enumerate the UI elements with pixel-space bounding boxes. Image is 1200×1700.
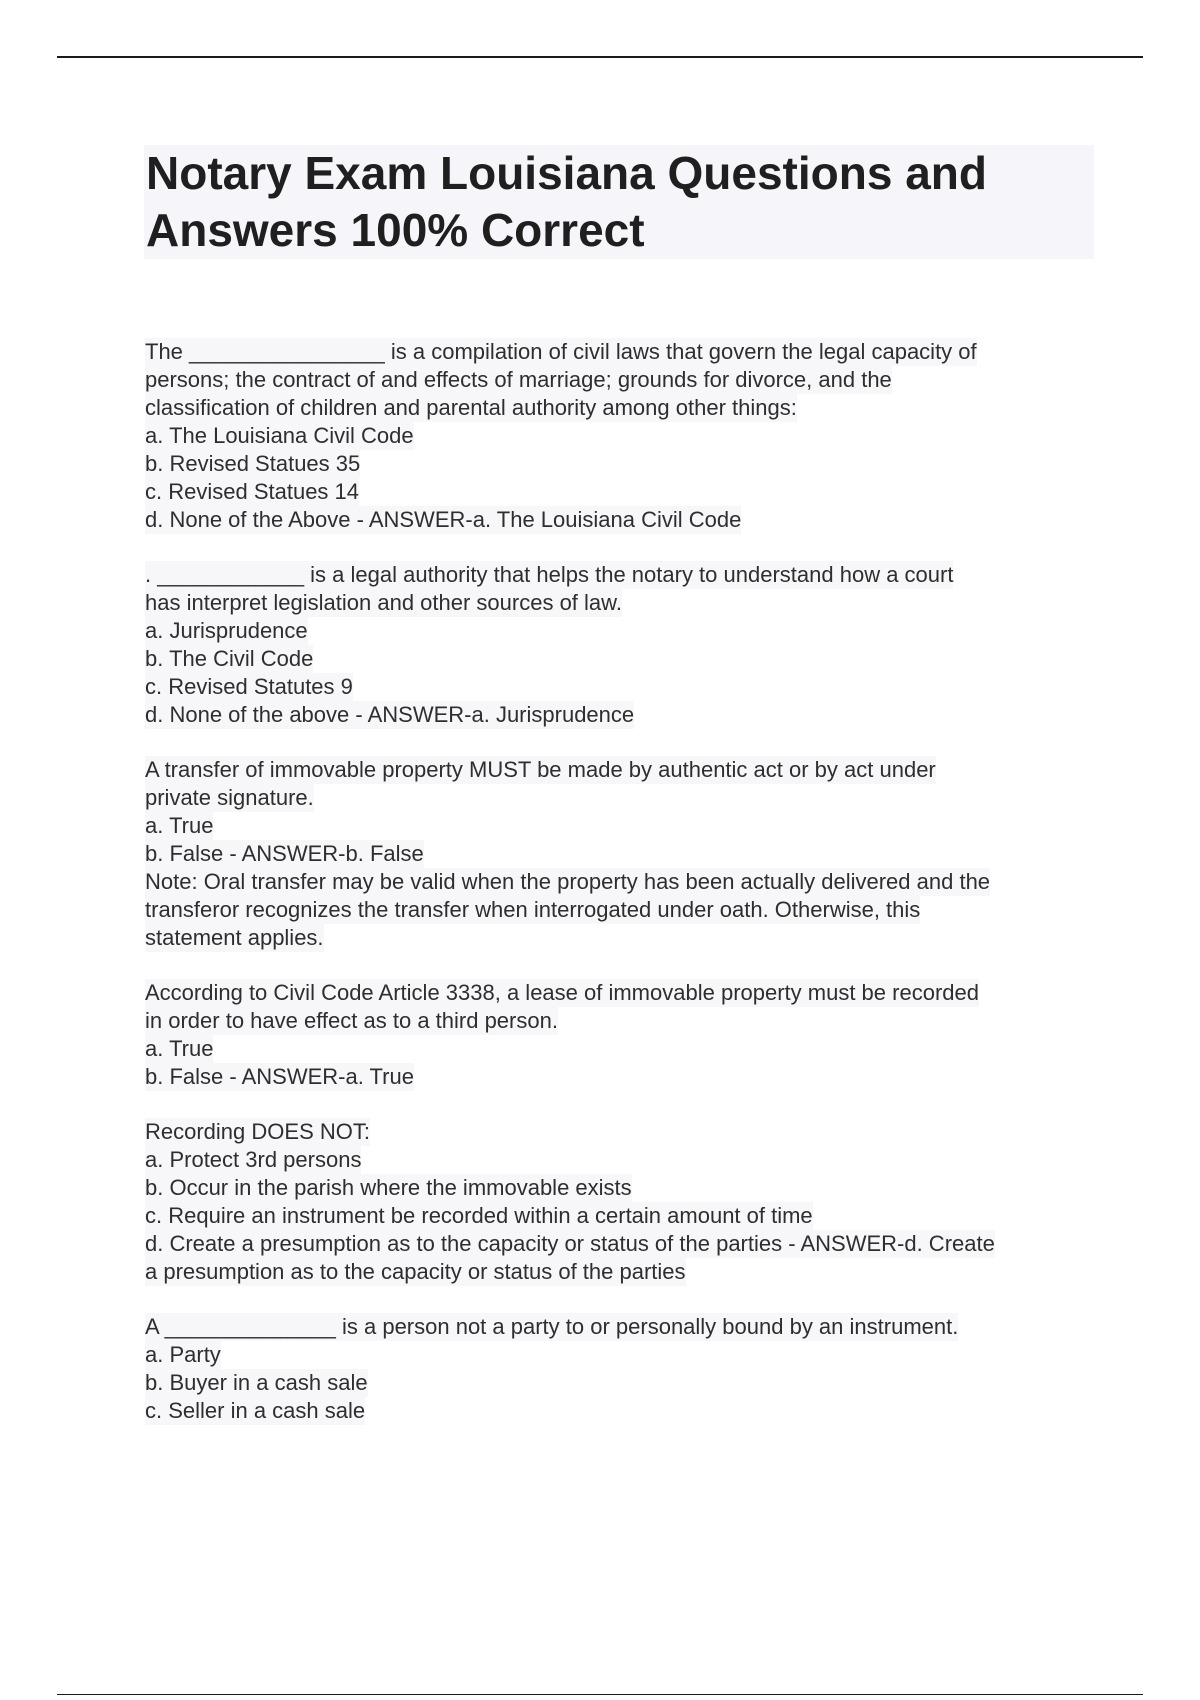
question-text: Recording DOES NOT: (145, 1119, 370, 1144)
question-line-row (145, 673, 1090, 701)
question-text: A ______________ is a person not a party to or personally bound by an instrument. (145, 1314, 959, 1339)
question-line: a. Jurisprudence (145, 618, 308, 643)
question-line: a. The Louisiana Civil Code (145, 423, 414, 448)
question-text: A transfer of immovable property MUST be made by authentic act or by act under (145, 757, 936, 782)
question-line: d. None of the above - ANSWER-a. Jurisprudence (145, 702, 635, 727)
question-line-row (145, 896, 1090, 924)
question-line: a. True (145, 1036, 214, 1061)
question-line-row (145, 1230, 1090, 1258)
question-line-row (145, 756, 1090, 784)
top-rule (57, 56, 1143, 58)
question-line: b. The Civil Code (145, 646, 314, 671)
question-line: transferor recognizes the transfer when interrogated under oath. Otherwise, this (145, 897, 921, 922)
question-line: c. Require an instrument be recorded within a certain amount of time (145, 1203, 813, 1228)
question-line: persons; the contract of and effects of marriage; grounds for divorce, and the (145, 367, 892, 392)
question-line: b. False - ANSWER-b. False (145, 841, 424, 866)
question-line: c. Revised Statutes 9 (145, 674, 353, 699)
question-line: private signature. (145, 785, 314, 810)
question-line: Note: Oral transfer may be valid when the property has been actually delivered and the (145, 869, 991, 894)
question-line-row (145, 506, 1090, 534)
question-line-row (145, 868, 1090, 896)
question-line: b. Buyer in a cash sale (145, 1370, 368, 1395)
question-line-row (145, 1397, 1090, 1425)
question-line: statement applies. (145, 925, 324, 950)
question-line-row (145, 366, 1090, 394)
question-line: a. Party (145, 1342, 221, 1367)
question-line-row (145, 784, 1090, 812)
question-line-row (145, 1146, 1090, 1174)
question-line-row (145, 450, 1090, 478)
question-line-row (145, 1035, 1090, 1063)
question-line-row (145, 561, 1090, 589)
question-line: d. Create a presumption as to the capacity or status of the parties - ANSWER-d. Create (145, 1231, 995, 1256)
question-line-row (145, 1341, 1090, 1369)
question-line: c. Revised Statues 14 (145, 479, 360, 504)
question-line-row (145, 1258, 1090, 1286)
question-line: a presumption as to the capacity or status of the parties (145, 1259, 686, 1284)
question-line-row (145, 924, 1090, 952)
question-line: b. False - ANSWER-a. True (145, 1064, 414, 1089)
question-block (145, 979, 1090, 1091)
question-text: The ________________ is a compilation of civil laws that govern the legal capacity of (145, 339, 977, 364)
question-line-row (145, 1202, 1090, 1230)
question-line-row (145, 701, 1090, 729)
question-line: classification of children and parental authority among other things: (145, 395, 797, 420)
question-text: . ____________ is a legal authority that helps the notary to understand how a court (145, 562, 954, 587)
question-line: b. Revised Statues 35 (145, 451, 361, 476)
question-text: According to Civil Code Article 3338, a lease of immovable property must be recorded (145, 980, 979, 1005)
question-line-row (145, 1174, 1090, 1202)
question-line: in order to have effect as to a third person. (145, 1008, 558, 1033)
question-line: c. Seller in a cash sale (145, 1398, 366, 1423)
question-line: has interpret legislation and other sources of law. (145, 590, 622, 615)
question-block (145, 756, 1090, 952)
question-line-row (145, 422, 1090, 450)
question-line: d. None of the Above - ANSWER-a. The Louisiana Civil Code (145, 507, 742, 532)
question-block (145, 338, 1090, 534)
question-line-row (145, 338, 1090, 366)
question-line-row (145, 979, 1090, 1007)
question-line-row (145, 617, 1090, 645)
question-block (145, 561, 1090, 729)
question-line-row (145, 1063, 1090, 1091)
question-line-row (145, 840, 1090, 868)
document-title: Notary Exam Louisiana Questions and Answers 100% Correct (144, 145, 1094, 259)
question-list (145, 338, 1090, 1452)
question-line: b. Occur in the parish where the immovable exists (145, 1175, 632, 1200)
question-line-row (145, 1118, 1090, 1146)
question-block (145, 1118, 1090, 1286)
question-line: a. True (145, 813, 214, 838)
question-line-row (145, 645, 1090, 673)
question-line-row (145, 394, 1090, 422)
question-line-row (145, 589, 1090, 617)
question-block (145, 1313, 1090, 1425)
question-line-row (145, 1007, 1090, 1035)
question-line-row (145, 812, 1090, 840)
question-line-row (145, 478, 1090, 506)
question-line-row (145, 1313, 1090, 1341)
question-line-row (145, 1369, 1090, 1397)
question-line: a. Protect 3rd persons (145, 1147, 362, 1172)
bottom-rule (57, 1694, 1143, 1695)
